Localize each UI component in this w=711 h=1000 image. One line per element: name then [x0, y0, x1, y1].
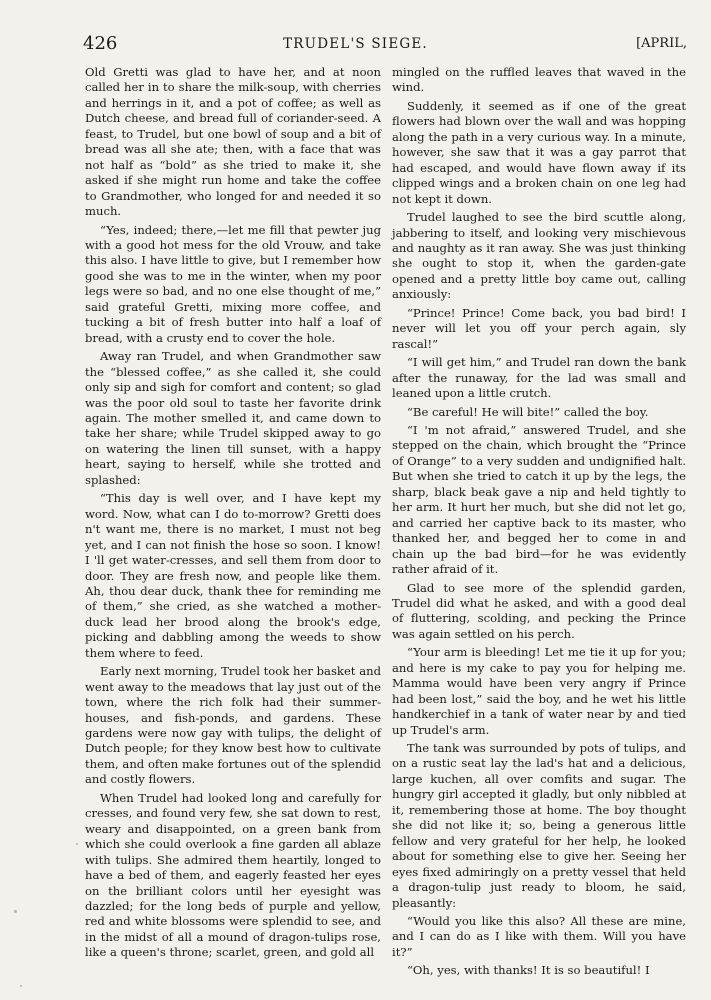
paragraph: Away ran Trudel, and when Grandmother saw the “blessed coffee,” as she called it, she could only sip and sigh for comfort and content; so glad was the poor old soul to taste her favorite drink again. The mother smelled it, and came down to take her share; while Trudel skipped away to go on watering the linen till sunset, with a happy heart, saying to herself, while she trotted and splashed:	[85, 349, 381, 487]
paragraph: When Trudel had looked long and carefully for cresses, and found very few, she sat down to rest, weary and disappointed, on a green bank from which she could overlook a fine garden all ablaze with tulips. She admired them heartily, longed to have a bed of them, and eagerly feasted her eyes on the brilliant colors until her eyesight was dazzled; for the long beds of purple and yellow, red and white blossoms were splendid to see, and in the midst of all a mound of dragon-tulips rose, like a queen's throne; scarlet, green, and gold all	[85, 790, 381, 960]
left-column	[85, 65, 381, 961]
paragraph: Old Gretti was glad to have her, and at noon called her in to share the milk-soup, with cherries and herrings in it, and a pot of coffee; as well as Dutch cheese, and bread full of coriander-seed. A feast, to Trudel, but one bowl of soup and a bit of bread was all she ate; then, with a face that was not half as “bold” as she tried to make it, she asked if she might run home and take the coffee to Grandmother, who longed for and needed it so much.	[85, 65, 381, 219]
paragraph: “I 'm not afraid,” answered Trudel, and she stepped on the chain, which brought the “Prince of Orange” to a very sudden and undignified halt. But when she tried to catch it up by the legs, the sharp, black beak gave a nip and held tightly to her arm. It hurt her much, but she did not let go, and carried her captive back to its master, who thanked her, and begged her to come in and chain up the bad bird—for he was evidently rather afraid of it.	[392, 422, 686, 577]
running-header	[0, 33, 711, 57]
paragraph: “Yes, indeed; there,—let me fill that pewter jug with a good hot mess for the old Vrouw, and take this also. I have little to give, but I remember how good she was to me in the winter, when my poor legs were so bad, and no one else thought of me,” said grateful Gretti, mixing more coffee, and tucking a bit of fresh butter into half a loaf of bread, with a crusty end to cover the hole.	[85, 222, 381, 345]
paragraph: mingled on the ruffled leaves that waved in the wind.	[392, 65, 686, 95]
paragraph: “Would you like this also? All these are mine, and I can do as I like with them. Will you have it?”	[392, 914, 686, 959]
paragraph: “This day is well over, and I have kept my word. Now, what can I do to-morrow? Gretti does n't want me, there is no market, I must not beg yet, and I can not finish the hose so soon. I know! I 'll get water-cresses, and sell them from door to door. They are fresh now, and people like them. Ah, thou dear duck, thank thee for reminding me of them,” she cried, as she watched a mother-duck lead her brood along the brook's edge, picking and dabbling among the weeds to show them where to feed.	[85, 491, 381, 660]
page-number: 426	[83, 33, 118, 54]
paragraph: “I will get him,” and Trudel ran down the bank after the runaway, for the lad was small and leaned upon a little crutch.	[392, 355, 686, 401]
scan-speck	[14, 910, 17, 913]
right-column	[392, 65, 686, 979]
paragraph: “Prince! Prince! Come back, you bad bird! I never will let you off your perch again, sly rascal!”	[392, 305, 686, 351]
scan-speck	[20, 985, 22, 987]
paragraph: “Be careful! He will bite!” called the boy.	[407, 404, 649, 419]
paragraph: “Oh, yes, with thanks! It is so beautiful! I	[407, 963, 650, 978]
paragraph: Early next morning, Trudel took her basket and went away to the meadows that lay just out of the town, where the rich folk had their summer-houses, and fish-ponds, and gardens. These gardens were now gay with tulips, the delight of Dutch people; for they know best how to cultivate them, and often make fortunes out of the splendid and costly flowers.	[85, 664, 381, 787]
paragraph: Trudel laughed to see the bird scuttle along, jabbering to itself, and looking very mischievous and naughty as it ran away. She was just thinking she ought to stop it, when the garden-gate opened and a pretty little boy came out, calling anxiously:	[392, 210, 686, 302]
running-month: [APRIL,	[636, 36, 687, 51]
paragraph: The tank was surrounded by pots of tulips, and on a rustic seat lay the lad's hat and a delicious, large kuchen, all over comfits and sugar. The hungry girl accepted it gladly, but only nibbled at it, remembering those at home. The boy thought she did not like it; so, being a generous little fellow and very grateful for her help, he looked about for something else to give her. Seeing her eyes fixed admiringly on a pretty vessel that held a dragon-tulip just ready to bloom, he said, pleasantly:	[392, 741, 686, 910]
paragraph: Suddenly, it seemed as if one of the great flowers had blown over the wall and was hopping along the path in a very curious way. In a minute, however, she saw that it was a gay parrot that had escaped, and would have flown away if its clipped wings and a broken chain on one leg had not kept it down.	[392, 98, 686, 206]
paragraph: “Your arm is bleeding! Let me tie it up for you; and here is my cake to pay you for helping me. Mamma would have been very angry if Prince had been lost,” said the boy, and he wet his little handkerchief in a tank of water near by and tied up Trudel's arm.	[392, 645, 686, 737]
scan-speck	[76, 843, 78, 845]
running-title: TRUDEL'S SIEGE.	[283, 36, 428, 52]
paragraph: Glad to see more of the splendid garden, Trudel did what he asked, and with a good deal of fluttering, scolding, and pecking the Prince was again settled on his perch.	[392, 580, 686, 641]
